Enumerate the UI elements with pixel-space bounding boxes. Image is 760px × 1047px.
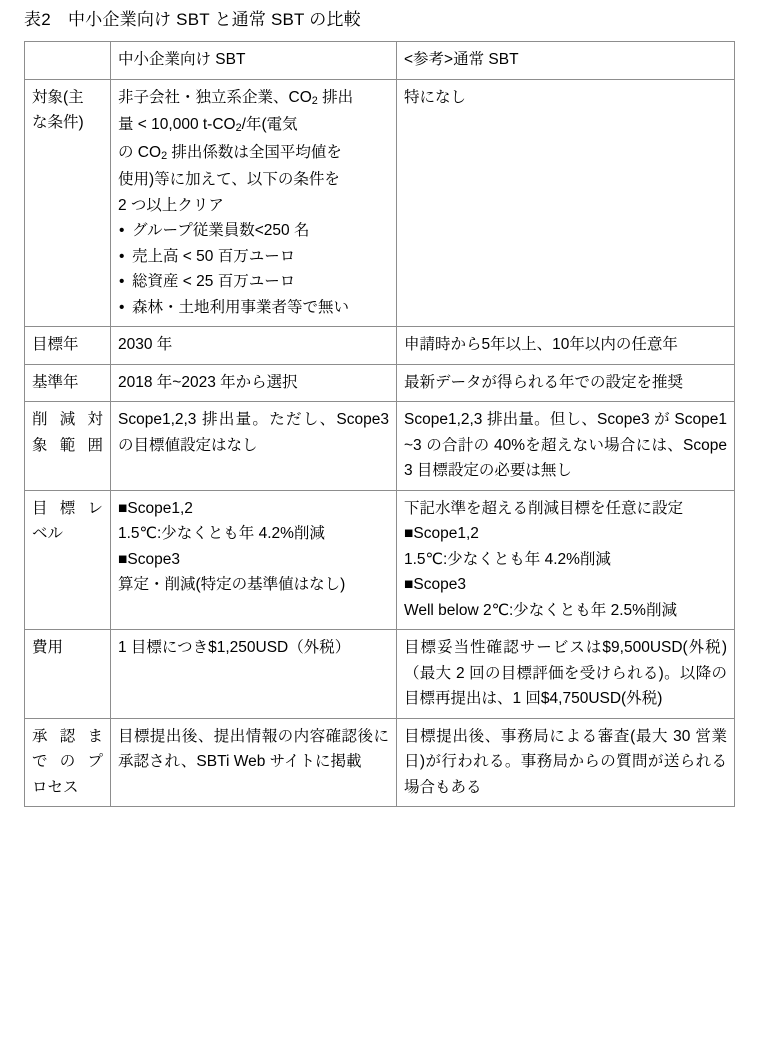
row-label-cost: [25, 630, 111, 719]
scope3-detail: Well below 2℃:少なくとも年 2.5%削減: [404, 601, 677, 619]
row-label-line: な条件): [32, 114, 84, 131]
cell-sme-cost: [111, 630, 397, 719]
target-level-intro: 下記水準を超える削減目標を任意に設定: [404, 499, 684, 517]
scope3-detail: 算定・削減(特定の基準値はなし): [118, 576, 346, 593]
table-row: [25, 364, 735, 402]
cell-sme-base-year: [111, 364, 397, 402]
table-caption: 表2 中小企業向け SBT と通常 SBT の比較: [24, 10, 361, 29]
cell-normal-base-year: [397, 364, 735, 402]
row-label-line: 対象(主: [32, 88, 84, 106]
scope12-detail: 1.5℃:少なくとも年 4.2%削減: [118, 525, 325, 542]
eligibility-bullet-list: [118, 218, 389, 320]
cell-sme-approval-process: [111, 718, 397, 807]
header-cell-normal: [397, 42, 735, 80]
header-normal-label: <参考>通常 SBT: [404, 51, 519, 68]
cell-normal-target-year: [397, 327, 735, 365]
header-cell-blank: [25, 42, 111, 80]
row-label-line: 費用: [32, 639, 64, 656]
cell-line: 特になし: [404, 88, 467, 106]
row-label-base-year: [25, 364, 111, 402]
row-label-target-scope: [25, 79, 111, 327]
row-label-reduction-scope: [25, 402, 111, 491]
row-label-line: 削減対: [32, 411, 103, 428]
cell-line: 1 目標につき$1,250USD（外税）: [118, 639, 351, 656]
cell-normal-target-scope: [397, 79, 735, 327]
table-row: [25, 79, 735, 327]
cell-normal-cost: [397, 630, 735, 719]
cell-line: Scope1,2,3 排出量。ただし、Scope3 の目標値設定はなし: [118, 411, 389, 454]
table-row: [25, 630, 735, 719]
table-row: [25, 490, 735, 630]
cell-line: 最新データが得られる年での設定を推奨: [404, 373, 684, 391]
header-cell-sme: [111, 42, 397, 80]
cell-line: 目標妥当性確認サービスは$9,500USD(外税)（最大 2 回の目標評価を受けられる)。以降の目標再提出は、1 回$4,750USD(外税): [404, 639, 727, 707]
list-item: • 森林・土地利用事業者等で無い: [118, 295, 389, 321]
scope3-heading: ■ Scope3: [404, 572, 727, 598]
row-label-target-year: [25, 327, 111, 365]
table-row: [25, 327, 735, 365]
table-row: [25, 718, 735, 807]
cell-normal-approval-process: [397, 718, 735, 807]
row-label-line: 象範囲: [32, 436, 103, 454]
row-label-line: でのプ: [32, 753, 103, 770]
cell-normal-target-level: [397, 490, 735, 630]
cell-line: 申請時から5年以上、10年以内の任意年: [404, 336, 678, 353]
row-label-line: 目標レ: [32, 499, 103, 517]
scope12-detail: 1.5℃:少なくとも年 4.2%削減: [404, 550, 611, 568]
cell-sme-target-scope: [111, 79, 397, 327]
row-label-approval-process: [25, 718, 111, 807]
cell-sme-target-level: [111, 490, 397, 630]
scope12-heading: ■ Scope1,2: [118, 496, 389, 522]
cell-line: Scope1,2,3 排出量。但し、Scope3 が Scope1~3 の合計の 40%を超えない場合には、Scope3 目標設定の必要は無し: [404, 411, 727, 479]
scope12-heading: ■ Scope1,2: [404, 521, 727, 547]
row-label-line: ロセス: [32, 778, 79, 796]
cell-sme-reduction-scope: [111, 402, 397, 491]
row-label-line: ベル: [32, 525, 64, 542]
row-label-line: 承認ま: [32, 727, 103, 745]
list-item: • 売上高 < 50 百万ユーロ: [118, 244, 389, 270]
cell-line: 使用)等に加えて、以下の条件を: [118, 171, 340, 188]
cell-line: 目標提出後、事務局による審査(最大 30 営業日)が行われる。事務局からの質問が送られる場合もある: [404, 727, 727, 796]
scope3-heading: ■ Scope3: [118, 547, 389, 573]
header-sme-label: 中小企業向け SBT: [118, 51, 246, 68]
cell-sme-target-year: [111, 327, 397, 365]
cell-normal-reduction-scope: [397, 402, 735, 491]
cell-line: 目標提出後、提出情報の内容確認後に承認され、SBTi Web サイトに掲載: [118, 727, 389, 770]
cell-line: 2018 年~2023 年から選択: [118, 373, 298, 391]
row-label-line: 基準年: [32, 373, 79, 391]
cell-line: 量 < 10,000 $t-CO_2/$年(電気: [118, 116, 298, 135]
cell-line: の $CO_2$ 排出係数は全国平均値を: [118, 143, 342, 162]
cell-line: 2 つ以上クリア: [118, 196, 224, 214]
table-row: [25, 402, 735, 491]
table-header-row: [25, 42, 735, 80]
cell-line: 非子会社・独立系企業、$CO_2$ 排出: [118, 88, 354, 107]
comparison-table: [24, 41, 735, 807]
list-item: • 総資産 < 25 百万ユーロ: [118, 269, 389, 295]
cell-line: 2030 年: [118, 336, 173, 353]
row-label-line: 目標年: [32, 336, 79, 353]
row-label-target-level: [25, 490, 111, 630]
list-item: • グループ従業員数<250 名: [118, 218, 389, 244]
